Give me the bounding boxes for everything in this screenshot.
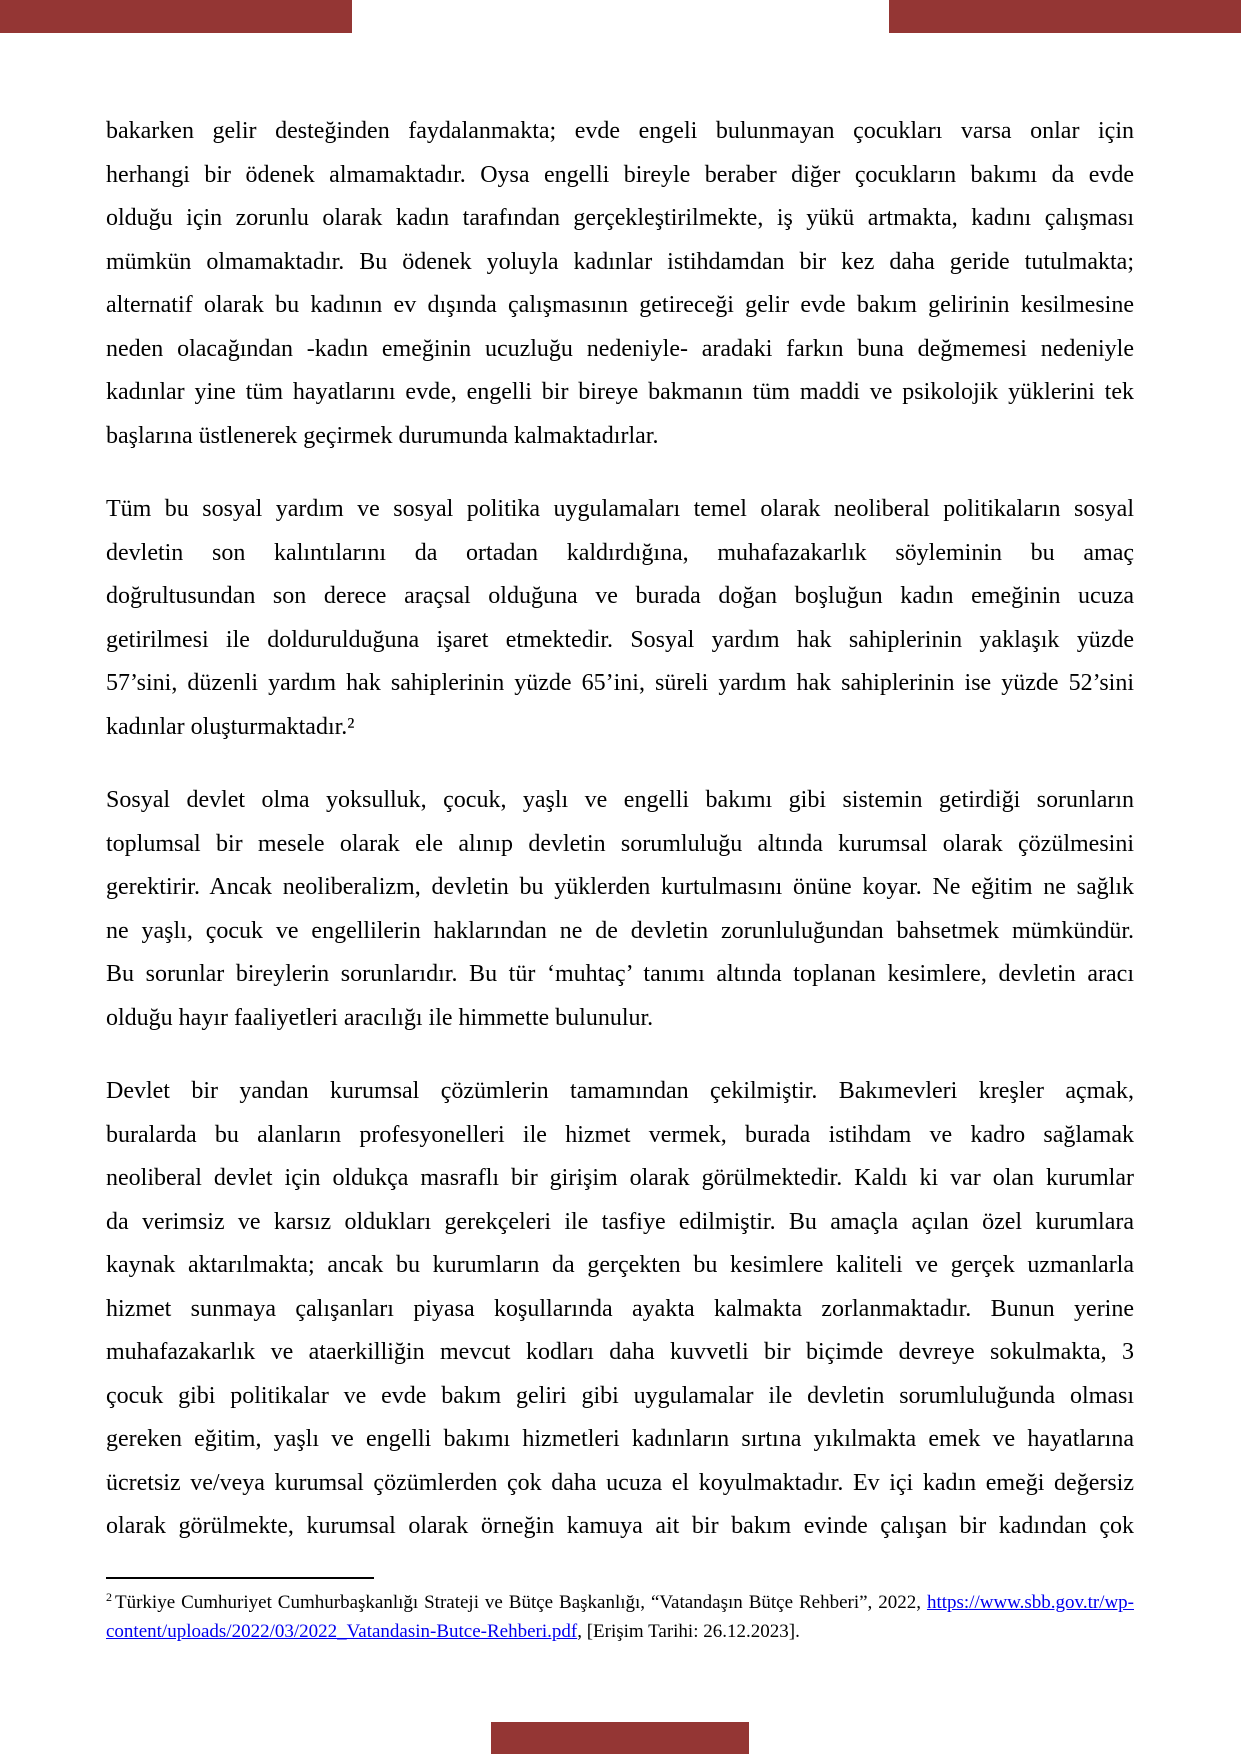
redaction-bar-page-number — [491, 1722, 749, 1754]
text-line: gerektirir. Ancak neoliberalizm, devletin bu yüklerden kurtulmasını önüne koyar. Ne eğitim ne sağlık — [106, 874, 1134, 900]
text-line: neden olacağından -kadın emeğinin ucuzluğu nedeniyle- aradaki farkın buna değmemesi nedeniyle — [106, 335, 1134, 362]
paragraph — [106, 488, 1134, 749]
footnote — [106, 1588, 1134, 1646]
paragraph — [106, 779, 1134, 1040]
text-line: neoliberal devlet için oldukça masraflı bir girişim olarak görülmektedir. Kaldı ki var olan kurumlar — [106, 1165, 1134, 1191]
text-line: ne yaşlı, çocuk ve engellilerin haklarından ne de devletin zorunluluğundan bahsetmek mümkündür. — [106, 917, 1134, 944]
text-line: hizmet sunmaya çalışanları piyasa koşullarında ayakta kalmakta zorlanmaktadır. Bunun yerine — [106, 1295, 1134, 1322]
text-line: toplumsal bir mesele olarak ele alınıp devletin sorumluluğu altında kurumsal olarak çözülmesini — [106, 830, 1134, 857]
redaction-bar-top-right — [889, 0, 1241, 33]
paragraph — [106, 110, 1134, 458]
paragraph — [106, 1070, 1134, 1549]
footnote-marker: 2 — [106, 1589, 112, 1604]
footnote-citation-text: Türkiye Cumhuriyet Cumhurbaşkanlığı Strateji ve Bütçe Başkanlığı, “Vatandaşın Bütçe Rehberi”, 2022, — [115, 1592, 927, 1613]
text-line: 57’sini, düzenli yardım hak sahiplerinin yüzde 65’ini, süreli yardım hak sahiplerinin ise yüzde 52’sini — [106, 670, 1134, 696]
text-line: da verimsiz ve karsız oldukları gerekçeleri ile tasfiye edilmiştir. Bu amaçla açılan özel kurumlara — [106, 1208, 1134, 1235]
text-line: getirilmesi ile doldurulduğuna işaret etmektedir. Sosyal yardım hak sahiplerinin yaklaşık yüzde — [106, 626, 1134, 653]
text-line: muhafazakarlık ve ataerkilliğin mevcut kodları daha kuvvetli bir biçimde devreye sokulmakta, 3 — [106, 1339, 1134, 1365]
footnote-link-continuation[interactable]: content/uploads/2022/03/2022_Vatandasin-Butce-Rehberi.pdf — [106, 1621, 578, 1642]
text-line: Sosyal devlet olma yoksulluk, çocuk, yaşlı ve engelli bakımı gibi sistemin getirdiği sorunların — [106, 787, 1134, 813]
text-line: alternatif olarak bu kadının ev dışında çalışmasının getireceği gelir evde bakım gelirinin kesilmesine — [106, 292, 1134, 318]
text-line: Tüm bu sosyal yardım ve sosyal politika uygulamaları temel olarak neoliberal politikaların sosyal — [106, 496, 1134, 522]
text-line: ücretsiz ve/veya kurumsal çözümlerden çok daha ucuza el koyulmaktadır. Ev içi kadın emeği değersiz — [106, 1469, 1134, 1496]
text-line: mümkün olmamaktadır. Bu ödenek yoluyla kadınlar istihdamdan bir kez daha geride tutulmakta; — [106, 248, 1134, 275]
footnote-line-2 — [106, 1617, 1134, 1646]
text-line: doğrultusundan son derece araçsal olduğuna ve burada doğan boşluğun kadın emeğinin ucuza — [106, 583, 1134, 609]
text-line: bakarken gelir desteğinden faydalanmakta; evde engeli bulunmayan çocukları varsa onlar için — [106, 118, 1134, 144]
text-line: Bu sorunlar bireylerin sorunlarıdır. Bu tür ‘muhtaç’ tanımı altında toplanan kesimlere, devletin aracı — [106, 961, 1134, 987]
text-line: çocuk gibi politikalar ve evde bakım geliri gibi uygulamalar ile devletin sorumluluğunda olması — [106, 1382, 1134, 1409]
footnote-link[interactable]: https://www.sbb.gov.tr/wp- — [926, 1592, 1134, 1613]
text-line: herhangi bir ödenek almamaktadır. Oysa engelli bireyle beraber diğer çocukların bakımı da evde — [106, 161, 1134, 188]
text-line: olduğu hayır faaliyetleri aracılığı ile himmette bulunulur. — [106, 1004, 654, 1031]
text-line: kadınlar oluşturmaktadır.² — [106, 713, 355, 740]
text-line: Devlet bir yandan kurumsal çözümlerin tamamından çekilmiştir. Bakımevleri kreşler açmak, — [106, 1078, 1134, 1104]
text-line: kaynak aktarılmakta; ancak bu kurumların da gerçekten bu kesimlere kaliteli ve gerçek uzmanlarla — [106, 1252, 1134, 1278]
text-line: gereken eğitim, yaşlı ve engelli bakımı hizmetleri kadınların sırtına yıkılmakta emek ve hayatlarına — [106, 1426, 1134, 1452]
body-text — [106, 110, 1134, 1579]
text-line: devletin son kalıntılarını da ortadan kaldırdığına, muhafazakarlık söyleminin bu amaç — [106, 539, 1134, 566]
text-line: olarak görülmekte, kurumsal olarak örneğin kamuya ait bir bakım evinde çalışan bir kadından çok — [106, 1513, 1134, 1539]
footnote-separator — [106, 1577, 374, 1579]
text-line: olduğu için zorunlu olarak kadın tarafından gerçekleştirilmekte, iş yükü artmakta, kadını çalışması — [106, 205, 1134, 231]
text-line: buralarda bu alanların profesyonelleri ile hizmet vermek, burada istihdam ve kadro sağlamak — [106, 1121, 1134, 1148]
footnote-line-1 — [106, 1588, 1134, 1617]
text-line: kadınlar yine tüm hayatlarını evde, engelli bir bireye bakmanın tüm maddi ve psikolojik yüklerini tek — [106, 379, 1134, 405]
text-line: başlarına üstlenerek geçirmek durumunda kalmaktadırlar. — [106, 422, 659, 449]
footnote-access-date: , [Erişim Tarihi: 26.12.2023]. — [577, 1621, 800, 1642]
redaction-bar-top-left — [0, 0, 352, 33]
